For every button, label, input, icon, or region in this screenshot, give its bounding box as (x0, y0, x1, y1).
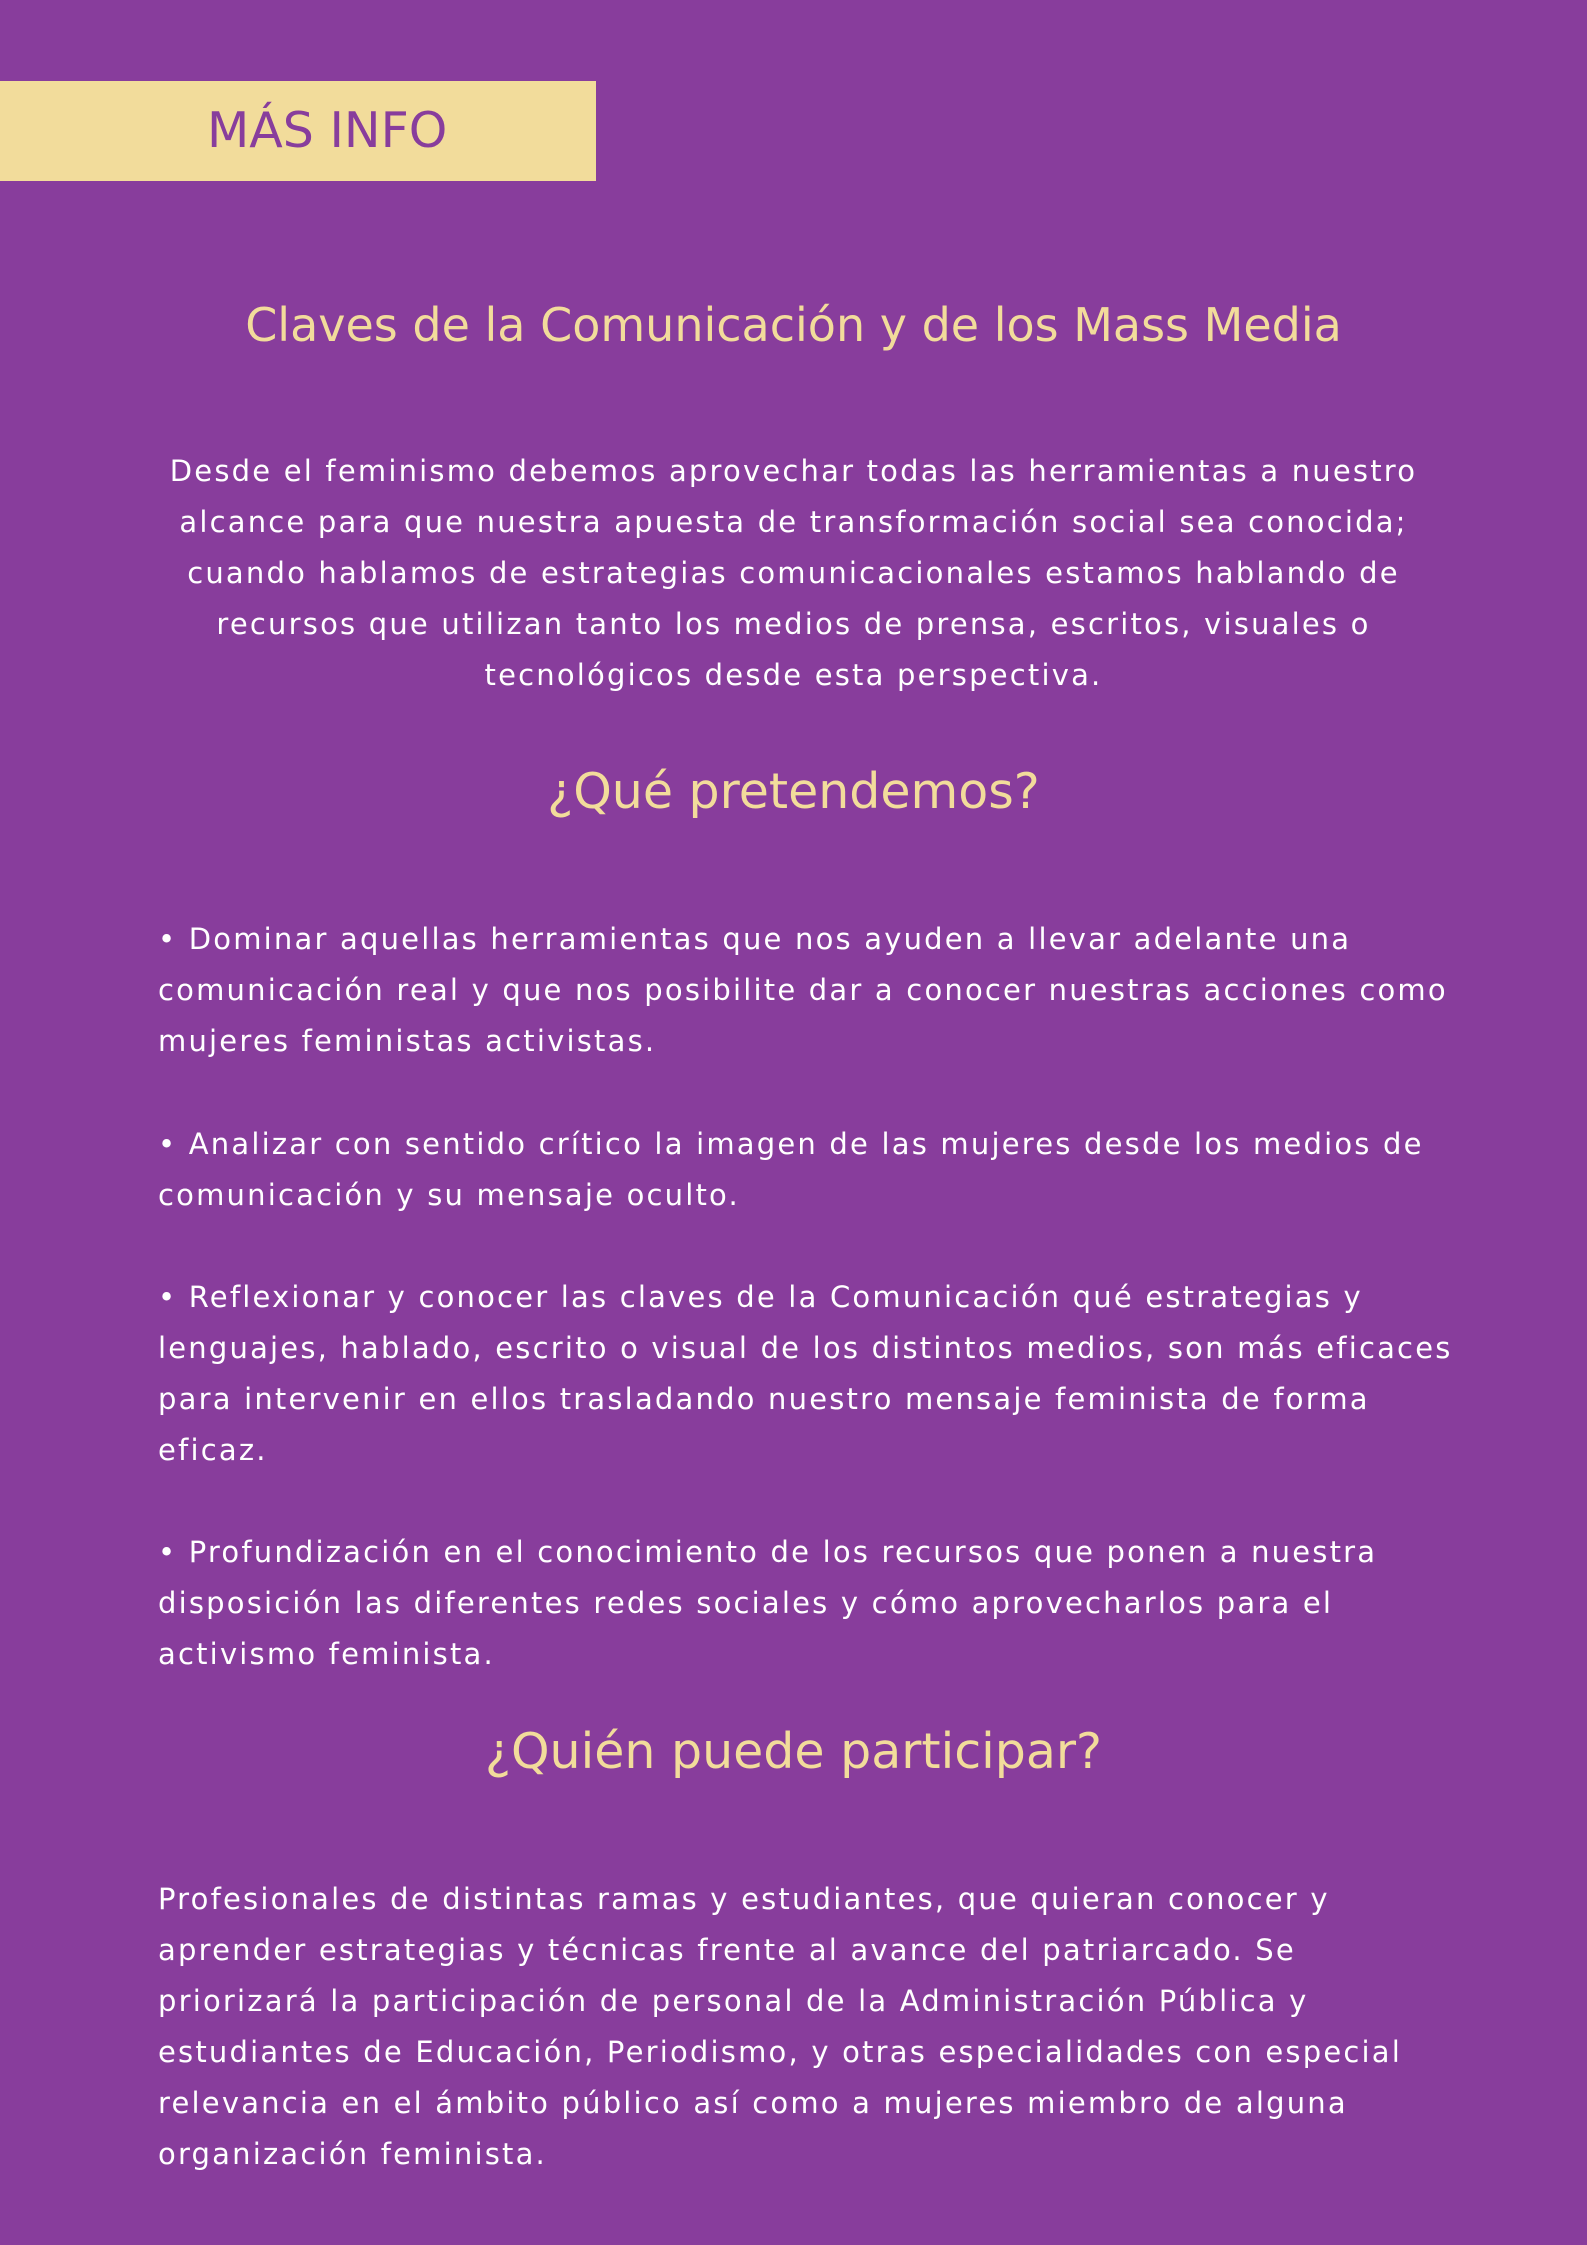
intro-line: alcance para que nuestra apuesta de transformación social sea conocida; (179, 505, 1408, 539)
intro-line: cuando hablamos de estrategias comunicacionales estamos hablando de (187, 556, 1400, 590)
page-title: Claves de la Comunicación y de los Mass Media (245, 298, 1342, 352)
goal-line: comunicación y su mensaje oculto. (158, 1178, 740, 1212)
goal-item (158, 1527, 1518, 1680)
goal-line: lenguajes, hablado, escrito o visual de los distintos medios, son más eficaces (158, 1331, 1453, 1365)
participants-line: organización feminista. (158, 2137, 547, 2171)
goal-line: comunicación real y que nos posibilite dar a conocer nuestras acciones como (158, 973, 1448, 1007)
participants-paragraph (158, 1874, 1518, 2180)
goal-line: eficaz. (158, 1433, 268, 1467)
participants-line: priorizará la participación de personal de la Administración Pública y (158, 1984, 1309, 2018)
goal-line: • Dominar aquellas herramientas que nos ayuden a llevar adelante una (158, 922, 1352, 956)
more-info-label: MÁS INFO (207, 102, 448, 159)
participants-line: estudiantes de Educación, Periodismo, y otras especialidades con especial (158, 2035, 1403, 2069)
intro-line: Desde el feminismo debemos aprovechar todas las herramientas a nuestro (169, 454, 1418, 488)
participants-line: relevancia en el ámbito público así como a mujeres miembro de alguna (158, 2086, 1348, 2120)
participants-line: aprender estrategias y técnicas frente al avance del patriarcado. Se (158, 1933, 1296, 1967)
intro-line: tecnológicos desde esta perspectiva. (484, 658, 1103, 692)
goal-line: mujeres feministas activistas. (158, 1024, 657, 1058)
intro-paragraph (0, 446, 1587, 701)
participants-line: Profesionales de distintas ramas y estudiantes, que quieran conocer y (158, 1882, 1330, 1916)
participants-heading: ¿Quién puede participar? (484, 1723, 1103, 1780)
goal-line: activismo feminista. (158, 1637, 495, 1671)
intro-line: recursos que utilizan tanto los medios de prensa, escritos, visuales o (216, 607, 1371, 641)
goal-line: para intervenir en ellos trasladando nuestro mensaje feminista de forma (158, 1382, 1370, 1416)
goal-line: • Profundización en el conocimiento de los recursos que ponen a nuestra (158, 1535, 1378, 1569)
goal-item (158, 1272, 1518, 1476)
goal-line: • Reflexionar y conocer las claves de la Comunicación qué estrategias y (158, 1280, 1363, 1314)
goal-line: • Analizar con sentido crítico la imagen de las mujeres desde los medios de (158, 1127, 1424, 1161)
goal-item (158, 1119, 1518, 1221)
goal-item (158, 914, 1518, 1067)
goals-heading: ¿Qué pretendemos? (547, 763, 1040, 820)
goal-line: disposición las diferentes redes sociales y cómo aprovecharlos para el (158, 1586, 1334, 1620)
